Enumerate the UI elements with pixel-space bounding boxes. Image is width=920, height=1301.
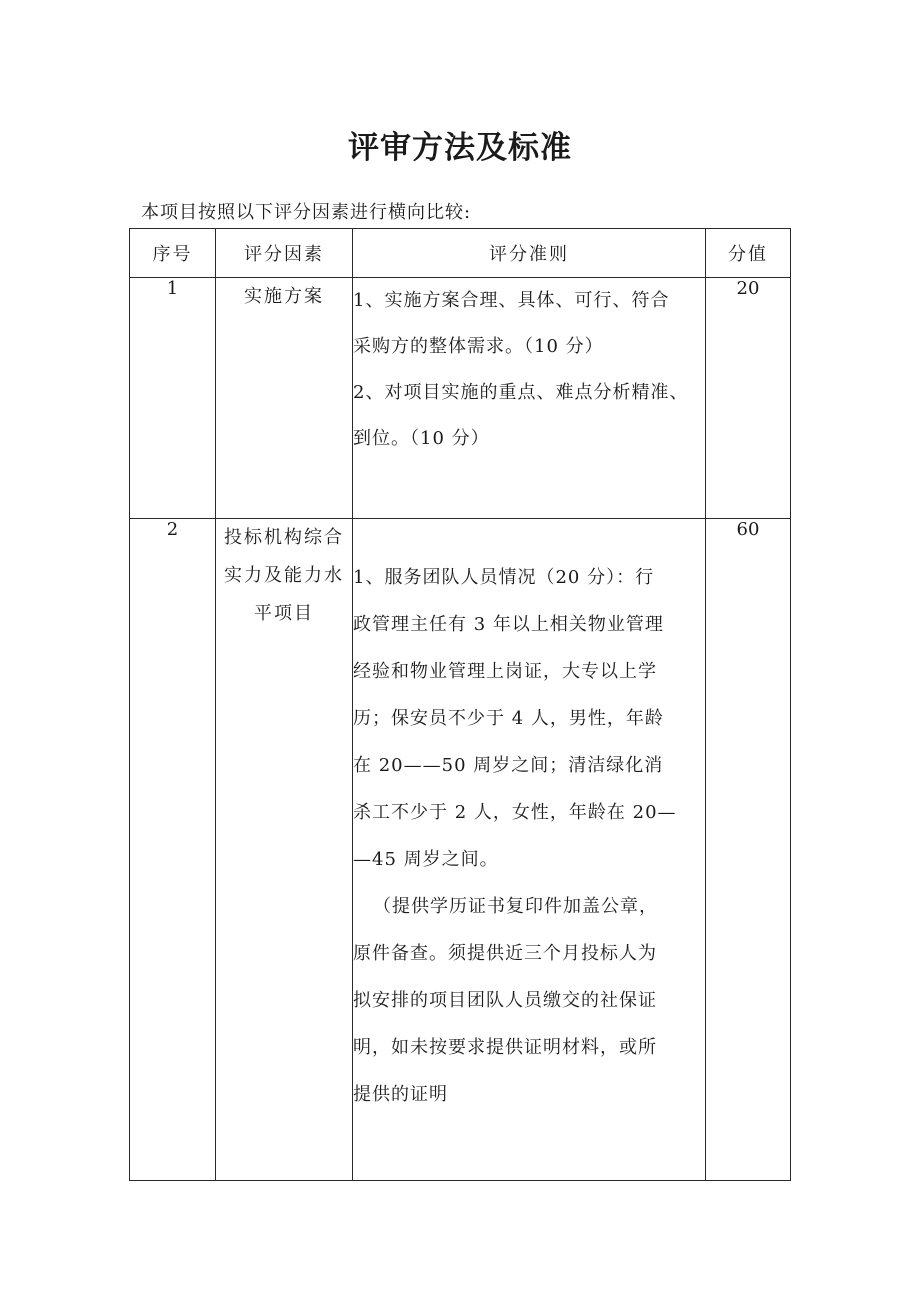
criteria-line: 历；保安员不少于 4 人，男性，年龄 [353,708,664,729]
criteria-line: （提供学历证书复印件加盖公章， [373,896,658,917]
header-factor: 评分因素 [216,229,353,278]
header-score: 分值 [706,229,791,278]
criteria-line: 经验和物业管理上岗证，大专以上学 [353,661,657,682]
row-factor: 实施方案 [216,278,353,519]
criteria-line: 政管理主任有 3 年以上相关物业管理 [353,614,664,635]
row-score: 20 [706,278,791,519]
criteria-line: 采购方的整体需求。（10 分） [353,336,604,357]
criteria-line: 拟安排的项目团队人员缴交的社保证 [353,990,657,1011]
criteria-line: —45 周岁之间。 [353,849,499,870]
criteria-line: 明，如未按要求提供证明材料，或所 [353,1037,657,1058]
row-number: 2 [130,519,216,1181]
scoring-table [129,228,791,1181]
page-title: 评审方法及标准 [348,130,572,166]
table-header-row [130,229,791,278]
row-factor [216,519,353,1181]
header-no: 序号 [130,229,216,278]
intro-text: 本项目按照以下评分因素进行横向比较: [141,202,472,223]
table-row [130,278,791,519]
factor-line: 投标机构综合 [224,527,344,548]
row-score: 60 [706,519,791,1181]
criteria-line: 提供的证明 [353,1084,448,1105]
factor-line: 实力及能力水 [224,565,344,586]
criteria-line: 杀工不少于 2 人，女性，年龄在 20— [353,802,677,823]
row-number: 1 [130,278,216,519]
table-row [130,519,791,1181]
criteria-line: 1、服务团队人员情况（20 分）：行 [353,567,655,588]
criteria-line: 2、对项目实施的重点、难点分析精准、 [353,382,689,403]
row-criteria [353,519,706,1181]
criteria-line: 在 20——50 周岁之间；清洁绿化消 [353,755,664,776]
criteria-line: 1、实施方案合理、具体、可行、符合 [353,290,670,311]
row-criteria [353,278,706,519]
factor-line: 平项目 [254,603,314,624]
header-criteria: 评分准则 [353,229,706,278]
criteria-line: 到位。（10 分） [353,428,490,449]
criteria-line: 原件备查。须提供近三个月投标人为 [353,943,657,964]
